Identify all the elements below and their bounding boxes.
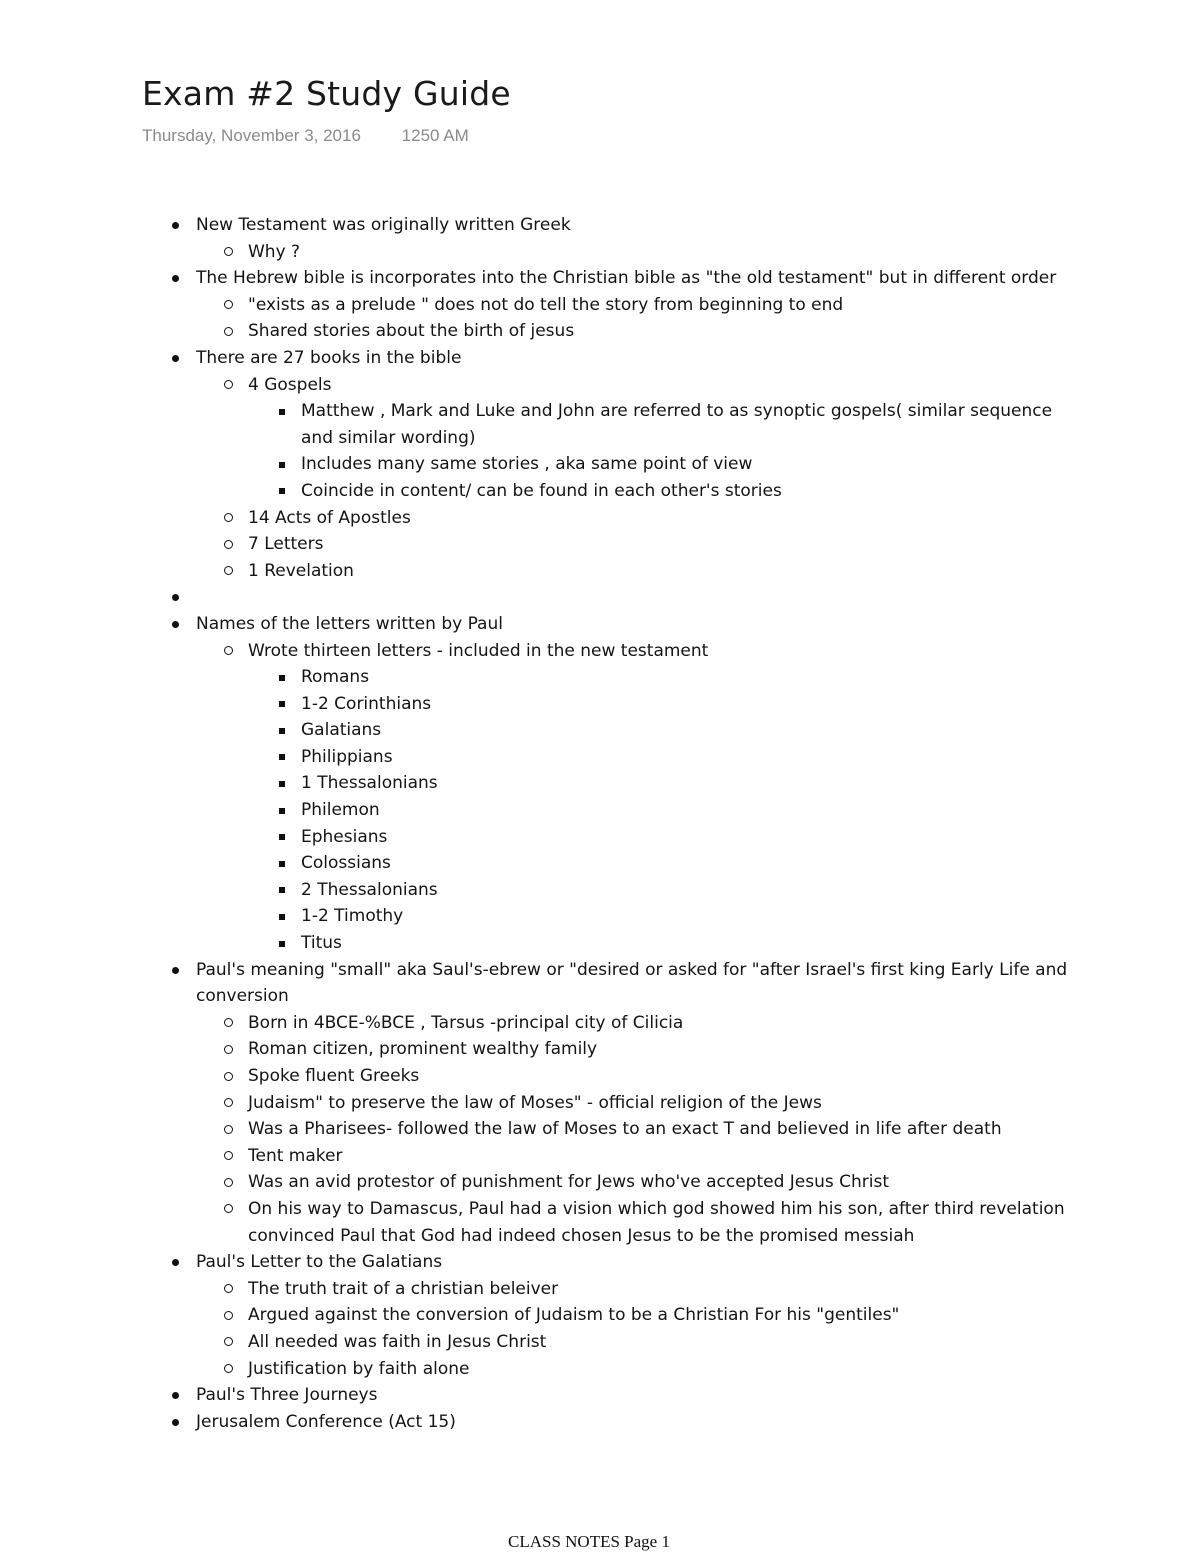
bullet-square-icon (279, 675, 285, 681)
list-item (172, 957, 1072, 1010)
bullet-square-icon (279, 754, 285, 760)
list-item (172, 1409, 1072, 1436)
list-item-text: Was a Pharisees- followed the law of Moses to an exact T and believed in life after death (248, 1119, 1002, 1140)
bullet-square-icon (279, 808, 285, 814)
list-item-text: Coincide in content/ can be found in each other's stories (301, 480, 782, 501)
list-item-text: 2 Thessalonians (301, 879, 438, 900)
list-item-text: 4 Gospels (248, 374, 332, 395)
notes-list (172, 212, 1072, 1435)
list-item (172, 584, 1072, 611)
list-item (172, 558, 1072, 585)
list-item (172, 478, 1072, 505)
list-item-text: 7 Letters (248, 534, 324, 555)
list-item-text: Paul's Three Journeys (196, 1385, 378, 1406)
list-item-text: The truth trait of a christian beleiver (248, 1278, 559, 1299)
list-item-text: The Hebrew bible is incorporates into the Christian bible as "the old testament" but in different order (196, 268, 1057, 289)
list-item (172, 531, 1072, 558)
list-item (172, 770, 1072, 797)
list-item (172, 239, 1072, 266)
list-item (172, 372, 1072, 399)
bullet-circle-icon (224, 1151, 233, 1160)
bullet-disc-icon (172, 967, 179, 974)
list-item (172, 1063, 1072, 1090)
bullet-disc-icon (172, 355, 179, 362)
list-item-text: Spoke fluent Greeks (248, 1066, 420, 1086)
list-item-text: Colossians (301, 853, 391, 874)
bullet-circle-icon (224, 1072, 233, 1081)
list-item (172, 1382, 1072, 1409)
note-date: Thursday, November 3, 2016 (142, 126, 361, 145)
list-item-text: Argued against the conversion of Judaism to be a Christian For his "gentiles" (248, 1305, 900, 1326)
list-item-text: Matthew , Mark and Luke and John are referred to as synoptic gospels( similar sequence and similar wording) (301, 401, 1053, 448)
list-item (172, 664, 1072, 691)
list-item (172, 265, 1072, 292)
list-item-text: 1 Revelation (248, 560, 354, 581)
bullet-square-icon (279, 488, 285, 494)
bullet-circle-icon (224, 566, 233, 575)
list-item-text: 1 Thessalonians (301, 773, 438, 794)
bullet-circle-icon (224, 540, 233, 549)
bullet-disc-icon (172, 621, 179, 628)
bullet-square-icon (279, 701, 285, 707)
list-item (172, 877, 1072, 904)
bullet-circle-icon (224, 646, 233, 655)
bullet-circle-icon (224, 380, 233, 389)
bullet-disc-icon (172, 222, 179, 229)
list-item (172, 345, 1072, 372)
list-item (172, 824, 1072, 851)
list-item (172, 1356, 1072, 1383)
list-item (172, 638, 1072, 665)
bullet-circle-icon (224, 1178, 233, 1187)
list-item-text: Paul's meaning "small" aka Saul's-ebrew or "desired or asked for "after Israel's first king Early Life and conversion (196, 959, 1068, 1007)
bullet-disc-icon (172, 1392, 179, 1399)
list-item (172, 930, 1072, 957)
list-item-text: Paul's Letter to the Galatians (196, 1252, 443, 1273)
bullet-circle-icon (224, 1045, 233, 1054)
bullet-circle-icon (224, 1098, 233, 1107)
bullet-circle-icon (224, 247, 233, 256)
list-item (172, 611, 1072, 638)
bullet-square-icon (279, 914, 285, 920)
bullet-disc-icon (172, 1259, 179, 1266)
bullet-disc-icon (172, 594, 179, 601)
bullet-square-icon (279, 941, 285, 947)
bullet-circle-icon (224, 1204, 233, 1213)
bullet-square-icon (279, 834, 285, 840)
list-item-text: Philippians (301, 746, 393, 767)
list-item (172, 1036, 1072, 1063)
list-item (172, 1302, 1072, 1329)
list-item-text: Born in 4BCE-%BCE , Tarsus -principal city of Cilicia (248, 1012, 684, 1033)
list-item (172, 1249, 1072, 1276)
list-item (172, 903, 1072, 930)
bullet-square-icon (279, 462, 285, 468)
list-item (172, 1276, 1072, 1303)
list-item-text: Tent maker (248, 1145, 343, 1166)
list-item-text: 1-2 Corinthians (301, 693, 432, 714)
list-item (172, 1196, 1072, 1249)
bullet-circle-icon (224, 327, 233, 336)
list-item-text: Wrote thirteen letters - included in the new testament (248, 640, 709, 661)
list-item-text: There are 27 books in the bible (196, 347, 462, 368)
bullet-circle-icon (224, 300, 233, 309)
list-item (172, 717, 1072, 744)
bullet-circle-icon (224, 1284, 233, 1293)
bullet-circle-icon (224, 513, 233, 522)
list-item-text: Jerusalem Conference (Act 15) (196, 1411, 456, 1432)
page-footer: CLASS NOTES Page 1 (508, 1532, 670, 1551)
bullet-circle-icon (224, 1364, 233, 1373)
bullet-disc-icon (172, 1419, 179, 1426)
list-item-text: On his way to Damascus, Paul had a vision which god showed him his son, after third revelation convinced Paul that God had indeed chosen Jesus to be the promised messiah (248, 1198, 1065, 1246)
bullet-square-icon (279, 409, 285, 415)
list-item (172, 797, 1072, 824)
list-item (172, 1116, 1072, 1143)
list-item (172, 212, 1072, 239)
list-item-text: 1-2 Timothy (301, 906, 404, 927)
list-item-text: "exists as a prelude " does not do tell the story from beginning to end (248, 294, 844, 315)
bullet-square-icon (279, 887, 285, 893)
bullet-square-icon (279, 781, 285, 787)
list-item (172, 1010, 1072, 1037)
list-item (172, 451, 1072, 478)
list-item-text: Ephesians (301, 826, 388, 847)
list-item (172, 691, 1072, 718)
bullet-circle-icon (224, 1337, 233, 1346)
note-time: 1250 AM (401, 126, 469, 145)
list-item-text: Philemon (301, 800, 380, 821)
list-item (172, 744, 1072, 771)
list-item-text: Titus (301, 933, 342, 954)
list-item (172, 1329, 1072, 1356)
list-item-text: Why ? (248, 241, 301, 262)
list-item-text: Includes many same stories , aka same point of view (301, 454, 753, 475)
list-item-text: Romans (301, 667, 370, 688)
list-item (172, 1169, 1072, 1196)
list-item (172, 1090, 1072, 1117)
list-item (172, 505, 1072, 532)
list-item-text: Shared stories about the birth of jesus (248, 321, 575, 342)
list-item-text: Galatians (301, 720, 382, 741)
bullet-circle-icon (224, 1311, 233, 1320)
list-item (172, 850, 1072, 877)
bullet-circle-icon (224, 1125, 233, 1134)
list-item-text: New Testament was originally written Greek (196, 215, 571, 235)
list-item (172, 1143, 1072, 1170)
list-item-text: 14 Acts of Apostles (248, 507, 411, 528)
bullet-disc-icon (172, 275, 179, 282)
list-item-text: Was an avid protestor of punishment for Jews who've accepted Jesus Christ (248, 1172, 890, 1193)
list-item-text: Roman citizen, prominent wealthy family (248, 1039, 598, 1060)
bullet-circle-icon (224, 1018, 233, 1027)
list-item-text: Justification by faith alone (248, 1358, 470, 1379)
list-item (172, 398, 1072, 451)
list-item-text: All needed was faith in Jesus Christ (248, 1331, 547, 1352)
bullet-square-icon (279, 861, 285, 867)
page-title: Exam #2 Study Guide (142, 74, 511, 113)
list-item-text: Judaism" to preserve the law of Moses" - official religion of the Jews (248, 1092, 822, 1113)
list-item (172, 318, 1072, 345)
note-metadata (142, 126, 469, 146)
list-item (172, 292, 1072, 319)
list-item-text: Names of the letters written by Paul (196, 613, 503, 634)
bullet-square-icon (279, 728, 285, 734)
